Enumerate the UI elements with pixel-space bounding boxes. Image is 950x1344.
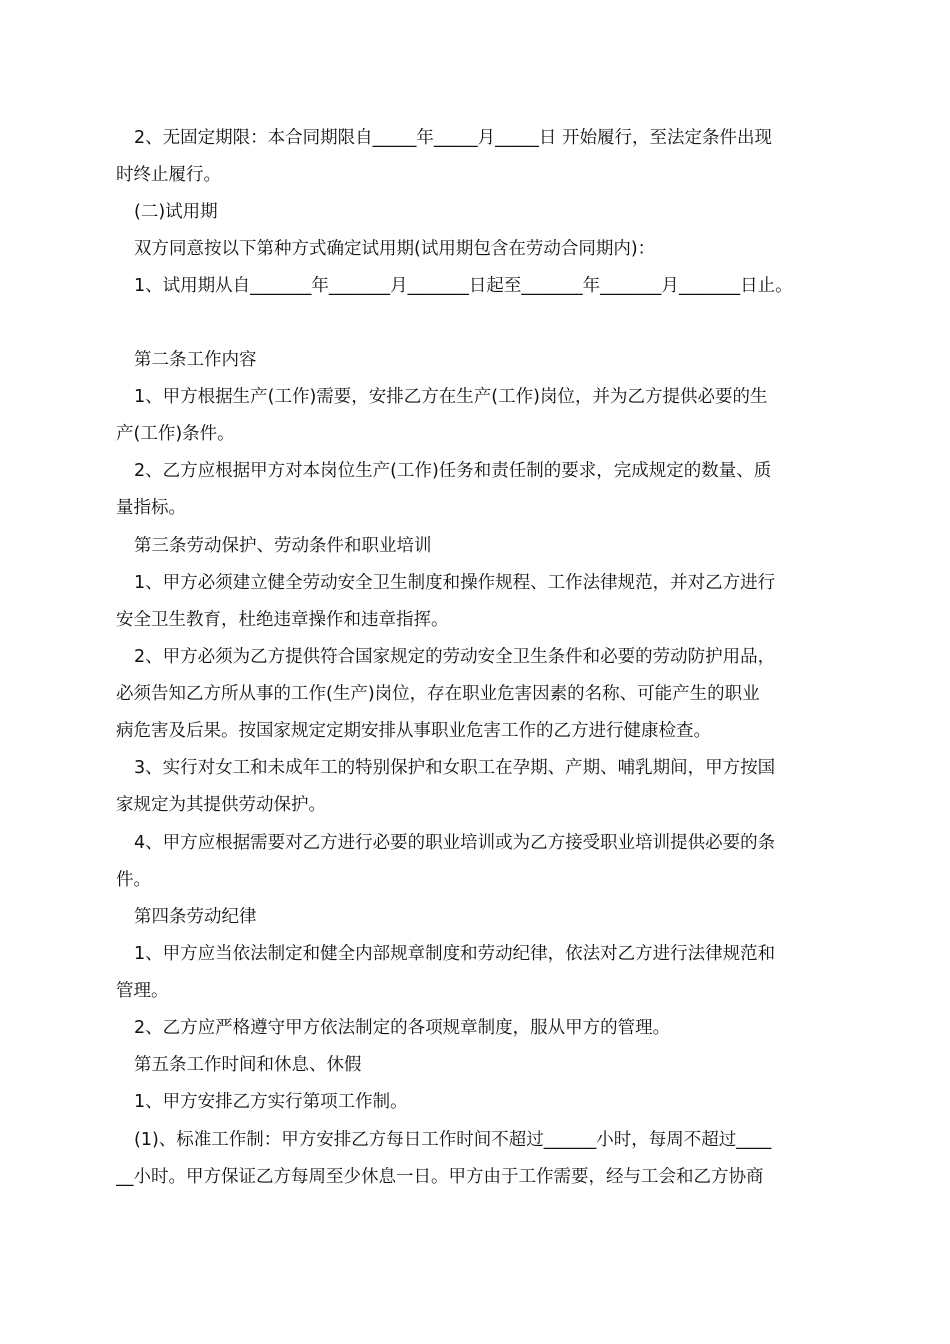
paragraph-line: 2、无固定期限：本合同期限自_____年_____月_____日 开始履行，至法定条件出现 [134,128,772,148]
paragraph-line: 1、甲方安排乙方实行第项工作制。 [134,1092,408,1112]
paragraph-line: __小时。甲方保证乙方每周至少休息一日。甲方由于工作需要，经与工会和乙方协商 [116,1167,764,1187]
paragraph-line: 1、甲方应当依法制定和健全内部规章制度和劳动纪律，依法对乙方进行法律规范和 [134,944,776,964]
section-heading: (二)试用期 [134,202,218,222]
paragraph-line: (1)、标准工作制：甲方安排乙方每日工作时间不超过______小时，每周不超过____ [134,1130,772,1150]
paragraph-line: 4、甲方应根据需要对乙方进行必要的职业培训或为乙方接受职业培训提供必要的条 [134,833,776,853]
article-heading: 第二条工作内容 [134,350,257,370]
paragraph-line: 1、甲方必须建立健全劳动安全卫生制度和操作规程、工作法律规范，并对乙方进行 [134,573,776,593]
article-heading: 第四条劳动纪律 [134,907,257,927]
paragraph-line: 量指标。 [116,498,186,518]
paragraph-line: 病危害及后果。按国家规定定期安排从事职业危害工作的乙方进行健康检查。 [116,721,711,741]
paragraph-line: 2、乙方应根据甲方对本岗位生产(工作)任务和责任制的要求，完成规定的数量、质 [134,461,772,481]
paragraph-line: 时终止履行。 [116,165,221,185]
paragraph-line: 管理。 [116,981,169,1001]
paragraph-line: 1、甲方根据生产(工作)需要，安排乙方在生产(工作)岗位，并为乙方提供必要的生 [134,387,768,407]
article-heading: 第五条工作时间和休息、休假 [134,1055,362,1075]
paragraph-line: 家规定为其提供劳动保护。 [116,795,326,815]
paragraph-line: 3、实行对女工和未成年工的特别保护和女职工在孕期、产期、哺乳期间，甲方按国 [134,758,776,778]
paragraph-line: 2、甲方必须为乙方提供符合国家规定的劳动安全卫生条件和必要的劳动防护用品， [134,647,776,667]
paragraph-line: 双方同意按以下第种方式确定试用期(试用期包含在劳动合同期内)： [134,239,656,259]
paragraph-line: 安全卫生教育，杜绝违章操作和违章指挥。 [116,610,449,630]
paragraph-line: 1、试用期从自_______年_______月_______日起至_______年_______月_______日止。 [134,276,793,296]
paragraph-line: 件。 [116,870,151,890]
paragraph-line: 产(工作)条件。 [116,424,235,444]
paragraph-line: 2、乙方应严格遵守甲方依法制定的各项规章制度，服从甲方的管理。 [134,1018,671,1038]
paragraph-line: 必须告知乙方所从事的工作(生产)岗位，存在职业危害因素的名称、可能产生的职业 [116,684,760,704]
article-heading: 第三条劳动保护、劳动条件和职业培训 [134,536,432,556]
